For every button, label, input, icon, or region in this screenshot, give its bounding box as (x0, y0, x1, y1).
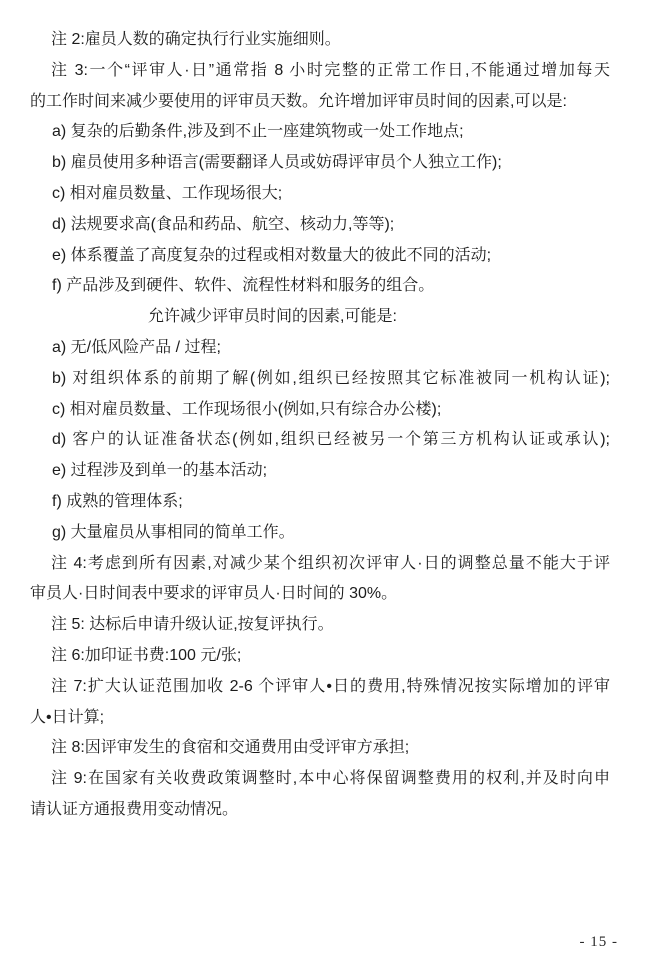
text-line: 注 6:加印证书费:100 元/张; (51, 646, 242, 664)
text-line: 注 4:考虑到所有因素,对减少某个组织初次评审人·日的调整总量不能大于评 (51, 554, 610, 572)
text-line: e) 过程涉及到单一的基本活动; (52, 462, 268, 480)
text-line: 注 3:一个“评审人·日”通常指 8 小时完整的正常工作日,不能通过增加每天 (51, 61, 610, 79)
text-line: b) 对组织体系的前期了解(例如,组织已经按照其它标准被同一机构认证); (52, 369, 610, 387)
page-number: - 15 - (579, 934, 618, 950)
text-line: 注 7:扩大认证范围加收 2-6 个评审人•日的费用,特殊情况按实际增加的评审 (51, 677, 610, 695)
text-line: c) 相对雇员数量、工作现场很大; (52, 184, 283, 202)
text-line: c) 相对雇员数量、工作现场很小(例如,只有综合办公楼); (52, 400, 442, 418)
text-line: b) 雇员使用多种语言(需要翻译人员或妨碍评审员个人独立工作); (52, 154, 502, 172)
text-line: g) 大量雇员从事相同的简单工作。 (52, 523, 295, 541)
text-line: 允许减少评审员时间的因素,可能是: (148, 308, 397, 326)
text-line: d) 客户的认证准备状态(例如,组织已经被另一个第三方机构认证或承认); (52, 431, 610, 449)
text-line: 注 8:因评审发生的食宿和交通费用由受评审方承担; (51, 739, 410, 757)
text-line: f) 成熟的管理体系; (52, 492, 183, 510)
text-line: e) 体系覆盖了高度复杂的过程或相对数量大的彼此不同的活动; (52, 246, 492, 264)
text-line: d) 法规要求高(食品和药品、航空、核动力,等等); (52, 215, 395, 233)
text-line: a) 复杂的后勤条件,涉及到不止一座建筑物或一处工作地点; (52, 123, 464, 141)
text-line: 的工作时间来减少要使用的评审员天数。允许增加评审员时间的因素,可以是: (30, 92, 567, 110)
text-line: 注 2:雇员人数的确定执行行业实施细则。 (51, 31, 341, 48)
text-line: 审员人·日时间表中要求的评审员人·日时间的 30%。 (30, 585, 398, 603)
text-line: 人•日计算; (30, 708, 105, 726)
document-body (30, 25, 610, 826)
text-line: 请认证方通报费用变动情况。 (30, 800, 239, 818)
text-line: a) 无/低风险产品 / 过程; (52, 338, 221, 356)
text-line: 注 5: 达标后申请升级认证,按复评执行。 (51, 616, 334, 634)
text-line: 注 9:在国家有关收费政策调整时,本中心将保留调整费用的权利,并及时向申 (51, 770, 610, 788)
text-line: f) 产品涉及到硬件、软件、流程性材料和服务的组合。 (52, 277, 435, 295)
